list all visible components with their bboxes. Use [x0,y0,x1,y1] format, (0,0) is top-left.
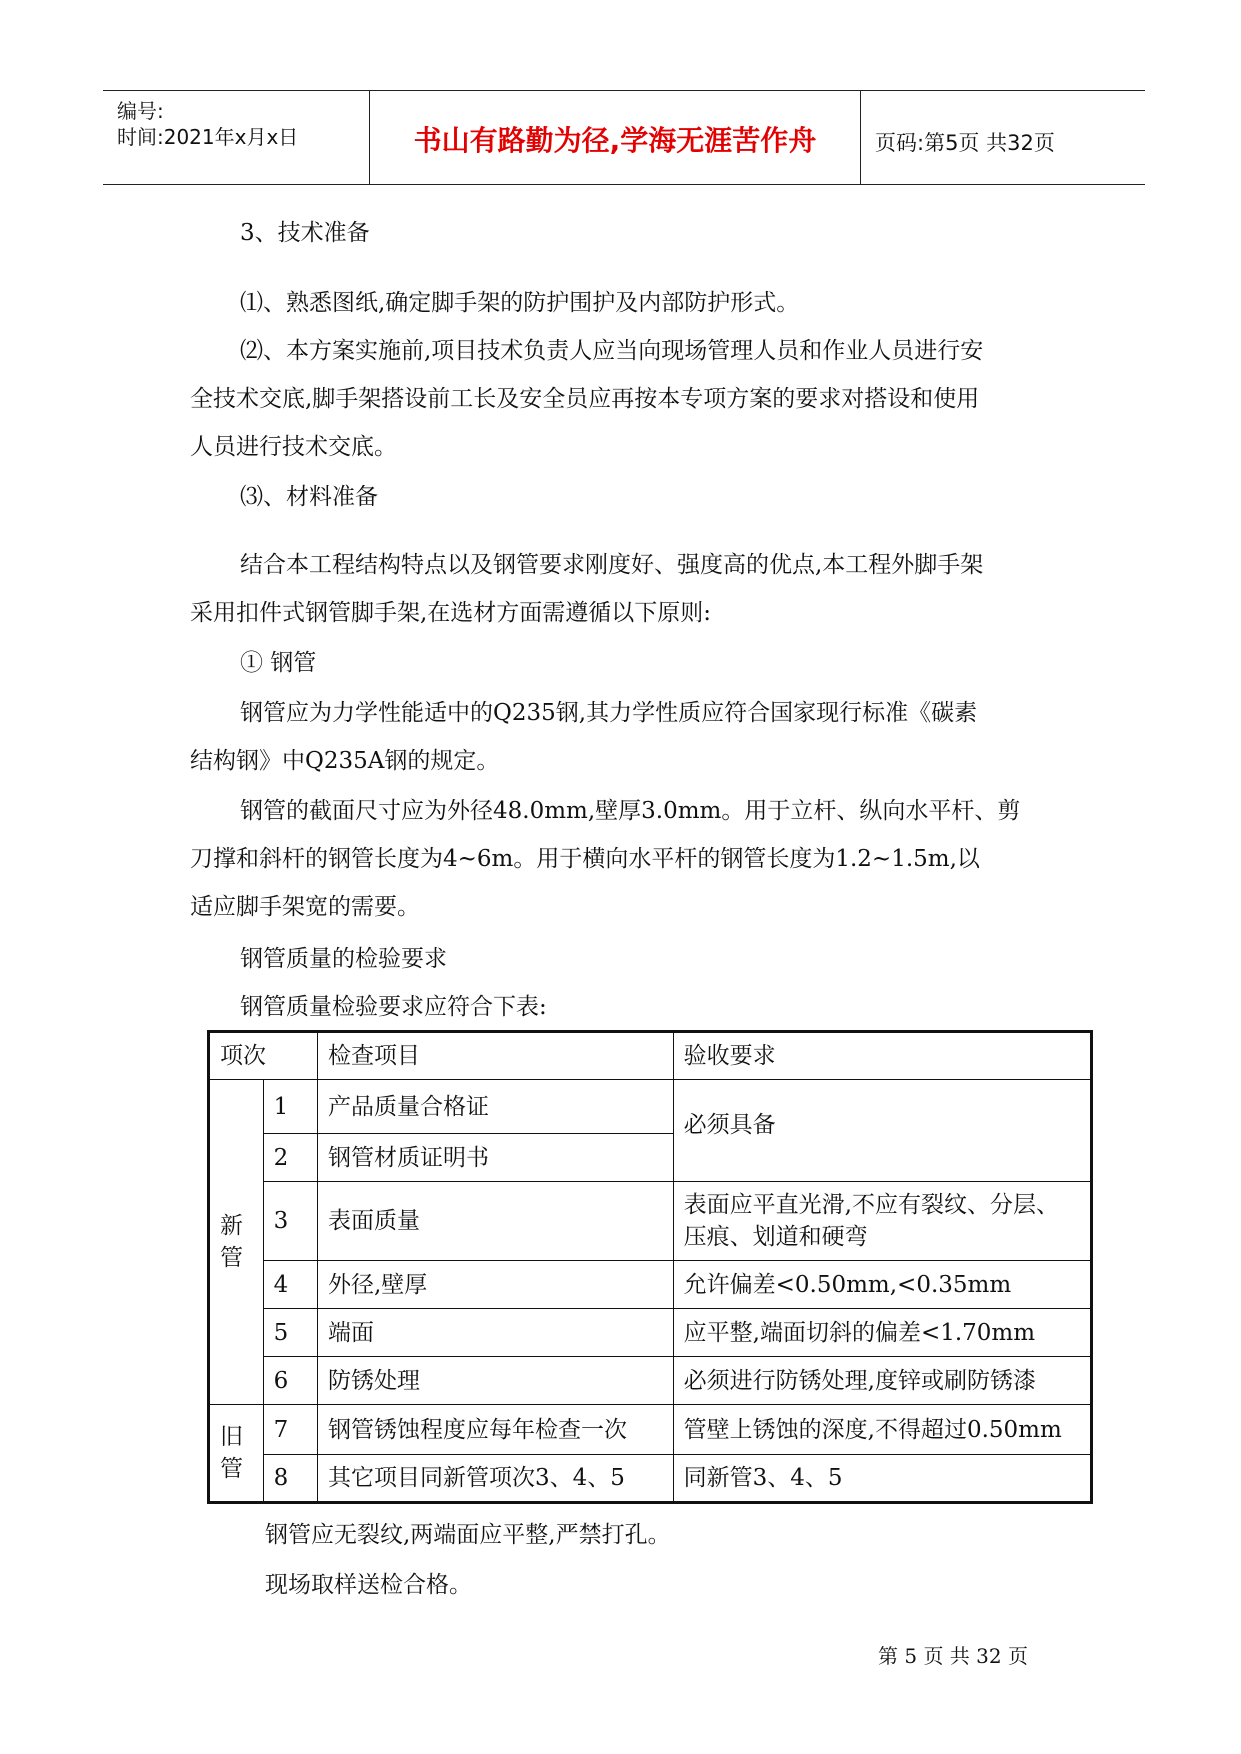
table-cell-item: 防锈处理 [317,1357,673,1405]
page-header [103,90,1145,185]
table-cell-req: 表面应平直光滑,不应有裂纹、分层、压痕、划道和硬弯 [673,1182,1091,1261]
paragraph: 钢管应无裂纹,两端面应平整,严禁打孔。 [265,1522,671,1548]
table-cell-req: 允许偏差<0.50mm,<0.35mm [673,1261,1091,1309]
table-cell-req: 必须进行防锈处理,度锌或刷防锈漆 [673,1357,1091,1405]
paragraph: 钢管质量的检验要求 [240,946,447,972]
paragraph: 结合本工程结构特点以及钢管要求刚度好、强度高的优点,本工程外脚手架 [240,552,984,578]
doc-number-label: 编号: [117,99,164,123]
paragraph: 全技术交底,脚手架搭设前工长及安全员应再按本专项方案的要求对搭设和使用 [190,386,980,412]
section-heading: 3、技术准备 [240,220,370,246]
table-cell-item: 产品质量合格证 [317,1080,673,1134]
paragraph: 刀撑和斜杆的钢管长度为4~6m。用于横向水平杆的钢管长度为1.2~1.5m,以 [190,846,980,872]
table-cell-item: 其它项目同新管项次3、4、5 [317,1455,673,1503]
table-cell-req: 必须具备 [673,1080,1091,1182]
table-cell-no: 4 [263,1261,317,1309]
sub-heading: ⑶、材料准备 [240,484,378,510]
paragraph: 现场取样送检合格。 [265,1572,472,1598]
paragraph: 钢管的截面尺寸应为外径48.0mm,壁厚3.0mm。用于立杆、纵向水平杆、剪 [240,798,1021,824]
table-cell-item: 钢管锈蚀程度应每年检查一次 [317,1405,673,1455]
group-label-old: 旧 管 [209,1405,264,1503]
table-cell-item: 表面质量 [317,1182,673,1261]
doc-time-label: 时间:2021年x月x日 [117,125,299,149]
paragraph: 适应脚手架宽的需要。 [190,894,420,920]
table-cell-req: 管壁上锈蚀的深度,不得超过0.50mm [673,1405,1091,1455]
table-row [209,1080,1092,1134]
paragraph: 钢管质量检验要求应符合下表: [240,994,547,1020]
table-cell-no: 3 [263,1182,317,1261]
page-footer: 第 5 页 共 32 页 [878,1644,1028,1668]
paragraph: ⑴、熟悉图纸,确定脚手架的防护围护及内部防护形式。 [240,290,800,316]
table-header-cell: 验收要求 [673,1032,1091,1080]
table-cell-item: 外径,壁厚 [317,1261,673,1309]
table-cell-no: 7 [263,1405,317,1455]
paragraph: 结构钢》中Q235A钢的规定。 [190,748,500,774]
paragraph: 钢管应为力学性能适中的Q235钢,其力学性质应符合国家现行标准《碳素 [240,700,978,726]
table-header-cell: 项次 [209,1032,318,1080]
paragraph: 人员进行技术交底。 [190,434,397,460]
paragraph: 采用扣件式钢管脚手架,在选材方面需遵循以下原则: [190,600,712,626]
inspection-table [207,1030,1093,1504]
table-cell-req: 同新管3、4、5 [673,1455,1091,1503]
motto-text: 书山有路勤为径,学海无涯苦作舟 [413,124,817,157]
table-header-row [209,1032,1092,1080]
table-row [209,1455,1092,1503]
table-cell-item: 端面 [317,1309,673,1357]
table-row [209,1182,1092,1261]
table-cell-no: 8 [263,1455,317,1503]
table-cell-no: 5 [263,1309,317,1357]
header-motto-cell [370,91,861,184]
table-header-cell: 检查项目 [317,1032,673,1080]
header-info-cell [103,91,370,184]
table-row [209,1261,1092,1309]
table-cell-item: 钢管材质证明书 [317,1134,673,1182]
sub-heading: ① 钢管 [240,650,317,676]
group-label-new: 新 管 [209,1080,264,1405]
paragraph: ⑵、本方案实施前,项目技术负责人应当向现场管理人员和作业人员进行安 [240,338,984,364]
table-cell-req: 应平整,端面切斜的偏差<1.70mm [673,1309,1091,1357]
header-page-cell [861,91,1145,184]
header-page-label: 页码:第5页 共32页 [875,131,1055,155]
table-row [209,1357,1092,1405]
table-cell-no: 6 [263,1357,317,1405]
table-row [209,1405,1092,1455]
table-cell-no: 2 [263,1134,317,1182]
table-cell-no: 1 [263,1080,317,1134]
table-row [209,1309,1092,1357]
